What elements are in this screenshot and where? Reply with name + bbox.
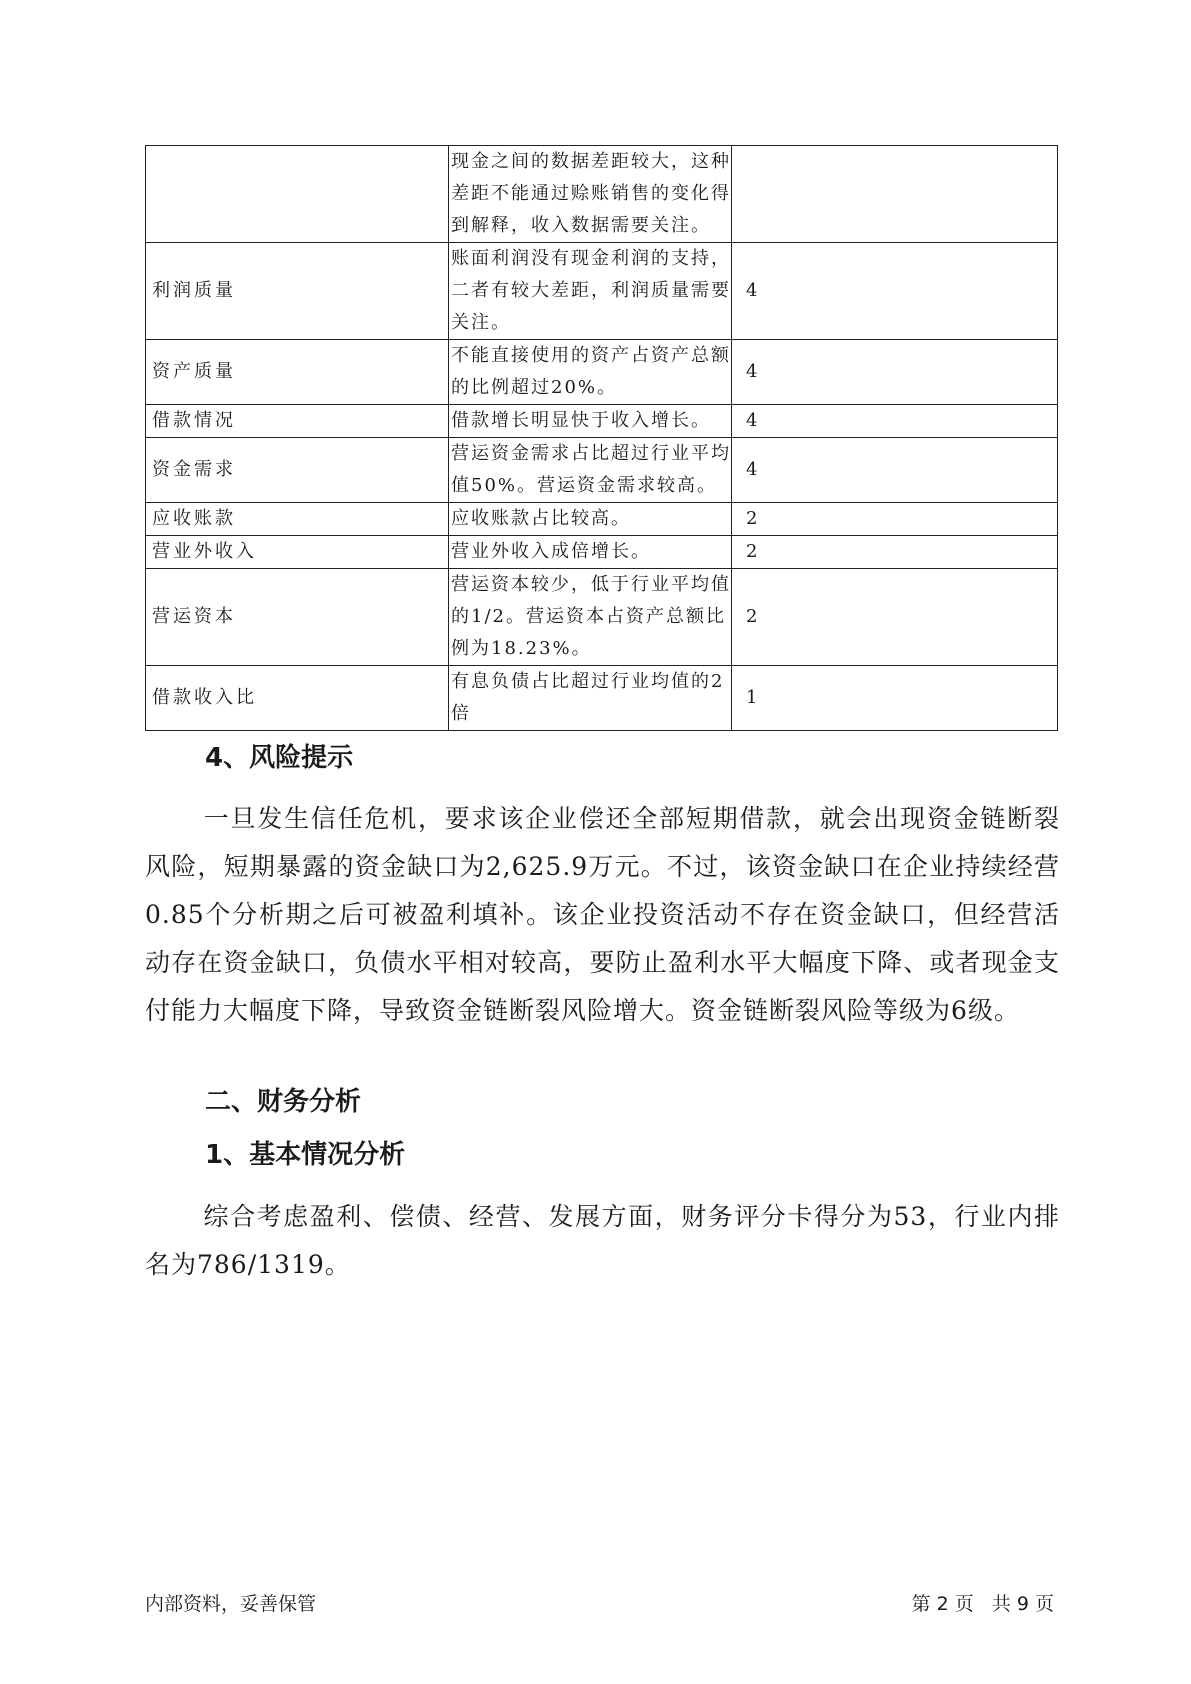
risk-item: 借款情况	[152, 410, 236, 431]
table-row	[146, 340, 1058, 405]
risk-warning-paragraph	[145, 795, 1060, 1035]
risk-score: 4	[732, 243, 1058, 340]
risk-item: 资金需求	[152, 459, 236, 480]
risk-description: 营运资金需求占比超过行业平均值50%。营运资金需求较高。	[449, 438, 732, 503]
risk-description: 营运资本较少，低于行业平均值的1/2。营运资本占资产总额比例为18.23%。	[449, 569, 732, 666]
risk-score: 2	[732, 503, 1058, 536]
risk-description: 应收账款占比较高。	[449, 503, 732, 536]
risk-score: 1	[732, 666, 1058, 731]
risk-item: 利润质量	[152, 280, 236, 301]
risk-score: 4	[732, 340, 1058, 405]
risk-description: 营业外收入成倍增长。	[449, 536, 732, 569]
risk-description: 借款增长明显快于收入增长。	[449, 405, 732, 438]
risk-score: 2	[732, 569, 1058, 666]
table-row	[146, 405, 1058, 438]
risk-item: 借款收入比	[152, 687, 257, 708]
risk-warning-heading: 4、风险提示	[205, 743, 354, 773]
confidential-note: 内部资料，妥善保管	[145, 1593, 317, 1615]
basic-analysis-text: 综合考虑盈利、偿债、经营、发展方面，财务评分卡得分为53，行业内排名为786/1319。	[145, 1202, 1060, 1279]
risk-item: 营业外收入	[152, 541, 257, 562]
risk-item: 营运资本	[152, 606, 236, 627]
risk-score: 2	[732, 536, 1058, 569]
risk-score	[732, 146, 1058, 243]
page-number: 第 2 页 共 9 页	[911, 1593, 1054, 1615]
table-row	[146, 243, 1058, 340]
risk-item: 资产质量	[152, 361, 236, 382]
basic-analysis-heading: 1、基本情况分析	[205, 1140, 406, 1170]
risk-indicator-table	[145, 145, 1058, 731]
table-row	[146, 503, 1058, 536]
risk-description: 有息负债占比超过行业均值的2倍	[449, 666, 732, 731]
risk-description: 账面利润没有现金利润的支持，二者有较大差距，利润质量需要关注。	[449, 243, 732, 340]
risk-score: 4	[732, 438, 1058, 503]
risk-description: 不能直接使用的资产占资产总额的比例超过20%。	[449, 340, 732, 405]
table-row	[146, 569, 1058, 666]
risk-warning-text: 一旦发生信任危机，要求该企业偿还全部短期借款，就会出现资金链断裂风险，短期暴露的资金缺口为2,625.9万元。不过，该资金缺口在企业持续经营 0.85个分析期之后可被盈利填补。该企业投资活动不存在资金缺口，但经营活动存在资金缺口，负债水平相对较高，要防止盈利水平大幅度下降、或者现金支付能力大幅度下降，导致资金链断裂风险增大。资金链断裂风险等级为6级。	[145, 804, 1060, 1025]
table-row	[146, 146, 1058, 243]
basic-analysis-paragraph	[145, 1193, 1060, 1289]
risk-score: 4	[732, 405, 1058, 438]
table-row	[146, 536, 1058, 569]
risk-description: 现金之间的数据差距较大，这种差距不能通过赊账销售的变化得到解释，收入数据需要关注。	[449, 146, 732, 243]
table-row	[146, 438, 1058, 503]
financial-analysis-heading: 二、财务分析	[205, 1087, 362, 1117]
risk-item: 应收账款	[152, 508, 236, 529]
table-row	[146, 666, 1058, 731]
